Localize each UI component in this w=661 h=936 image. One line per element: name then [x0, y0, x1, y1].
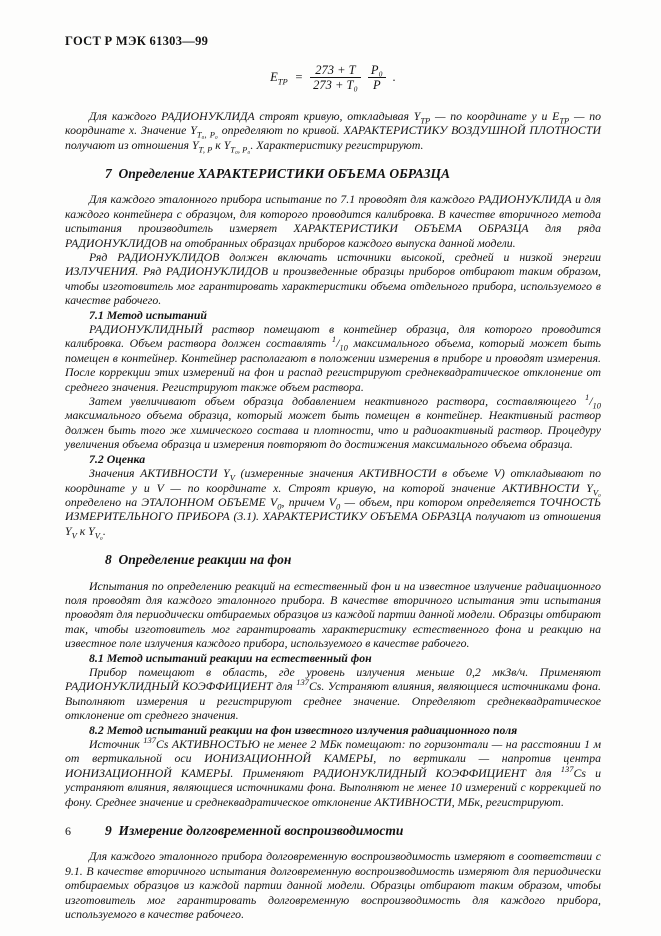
section-9-heading: 9 Измерение долговременной воспроизводимости: [105, 823, 404, 839]
air-density-equation: [65, 63, 601, 93]
section-7-2-paragraph: Значения АКТИВНОСТИ $Y_V$ (измеренные значения АКТИВНОСТИ в объеме V) откладывают по координате у и V — по координате х. Строят кривую, на которой значение АКТИВНОСТИ $Y_{V_0}$ определено на ЭТАЛОННОМ ОБЪЕМЕ $V_0$, причем $V_0$ — объем, при котором определяется ТОЧНОСТЬ ИЗМЕРИТЕЛЬНОГО ПРИБОРА (3.1). ХАРАКТЕРИСТИКУ ОБЪЕМА ОБРАЗЦА получают из отношения $Y_V$ к $Y_{V_0}$.: [65, 466, 601, 541]
section-7-1-heading: 7.1 Метод испытаний: [89, 307, 207, 322]
section-8-1-paragraph: Прибор помещают в область, где уровень излучения меньше 0,2 мкЗв/ч. Применяют РАДИОНУКЛИДНЫЙ КОЭФФИЦИЕНТ для $^{137}$Cs. Устраняют влияния, являющиеся источниками фона. Выполняют измерения и регистрируют среднее значение. Определяют среднеквадратическое отклонение от среднего значения.: [65, 664, 601, 723]
section-8-2-paragraph: Источник $^{137}$Cs АКТИВНОСТЬЮ не менее 2 МБк помещают: по горизонтали — на расстоянии 1 м от вертикальной оси ИОНИЗАЦИОННОЙ КАМЕРЫ, по вертикали — напротив центра ИОНИЗАЦИОННОЙ КАМЕРЫ. Применяют РАДИОНУКЛИДНЫЙ КОЭФФИЦИЕНТ для $^{137}$Cs и устраняют влияния, являющиеся источниками фона. Выполняют не менее 10 измерений с коррекцией по фону. Среднее значение и среднеквадратическое отклонение АКТИВНОСТИ, МБк, регистрируют.: [65, 735, 601, 809]
page-number: 6: [65, 824, 71, 838]
temperature-fraction: $\frac{273 + T}{\text{273 + T₀}}$: [310, 63, 361, 93]
section-8-paragraph: Испытания по определению реакций на естественный фон и на известное излучение радиационного поля проводят для каждого эталонного прибора. В качестве вторичного испытания эти испытания проводят для периодически отбираемых образцов из каждой партии данной модели. Образцы отбирают так, чтобы изготовитель мог гарантировать характеристику естественного фона и реакцию на известное поле излучения каждого прибора, используемого в качестве рабочего.: [65, 578, 601, 651]
section-9-paragraph: Для каждого эталонного прибора долговременную воспроизводимость измеряют в соответствии с 9.1. В качестве вторичного испытания долговременную воспроизводимость измеряют для периодически отбираемых образцов из каждой партии данной модели. Образцы отбирают таким образом, чтобы изготовитель мог гарантировать долговременную воспроизводимость для каждого прибора, используемого в качестве рабочего.: [65, 849, 601, 922]
section-7-1-paragraph-1: РАДИОНУКЛИДНЫЙ раствор помещают в контейнер образца, для которого проводится калибровка. Объем раствора должен составлять $^1/_{10}$ максимального объема, который может быть помещен в контейнер. Контейнер располагают в положении измерения в приборе и проводят измерения. После коррекции этих измерений на фон и распад регистрируют среднеквадратическое отклонение от среднего значения. Регистрируют также объем раствора.: [65, 322, 601, 394]
pressure-fraction: $\frac{\text{P₀}}{P}$: [368, 63, 386, 93]
equation-period: .: [392, 70, 396, 85]
section-8-2-heading: 8.2 Метод испытаний реакции на фон известного излучения радиационного поля: [89, 722, 518, 737]
section-7-1-paragraph-2: Затем увеличивают объем образца добавлением неактивного раствора, составляющего $^1/_{10}$ максимального объема образца, который может быть помещен в контейнер. Неактивный раствор должен быть того же химического состава и плотности, что и радиоактивный раствор. Процедуру увеличения объема образца и измерения повторяют до достижения максимального объема образца.: [65, 392, 601, 452]
equation-lhs: $E_{ТР}$: [270, 70, 288, 87]
document-body: [65, 109, 601, 922]
section-7-2-heading: 7.2 Оценка: [89, 451, 146, 466]
section-7-paragraph-2: Ряд РАДИОНУКЛИДОВ должен включать источники высокой, средней и низкой энергии ИЗЛУЧЕНИЯ. Ряд РАДИОНУКЛИДОВ и произведенные образцы приборов отбирают таким образом, чтобы изготовитель мог гарантировать характеристики объема отдельного прибора, используемого в качестве рабочего.: [65, 250, 601, 308]
section-7-heading: 7 Определение ХАРАКТЕРИСТИКИ ОБЪЕМА ОБРАЗЦА: [105, 165, 451, 181]
section-8-1-heading: 8.1 Метод испытаний реакции на естественный фон: [89, 650, 372, 665]
section-7-paragraph-1: Для каждого эталонного прибора испытание по 7.1 проводят для каждого РАДИОНУКЛИДА и для каждого контейнера с образцом, для которого проводится калибровка. В качестве вторичного метода испытания производитель измеряет ХАРАКТЕРИСТИКИ ОБЪЕМА ОБРАЗЦА для ряда РАДИОНУКЛИДОВ на отобранных образцах приборов каждого выпуска данной модели.: [65, 192, 601, 250]
standard-code-header: ГОСТ Р МЭК 61303—99: [65, 34, 209, 48]
section-8-heading: 8 Определение реакции на фон: [105, 552, 292, 568]
paragraph-air-density: Для каждого РАДИОНУКЛИДА строят кривую, откладывая $Y_{ТР}$ — по координате у и $E_{ТР}$ — по координате х. Значение $Y_{Т_0, Р_0}$ определяют по кривой. ХАРАКТЕРИСТИКУ ВОЗДУШНОЙ ПЛОТНОСТИ получают из отношения $Y_{Т, Р}$ к $Y_{Т_0, Р_0}$. Характеристику регистрируют.: [65, 108, 601, 154]
equals-sign: =: [294, 70, 304, 85]
